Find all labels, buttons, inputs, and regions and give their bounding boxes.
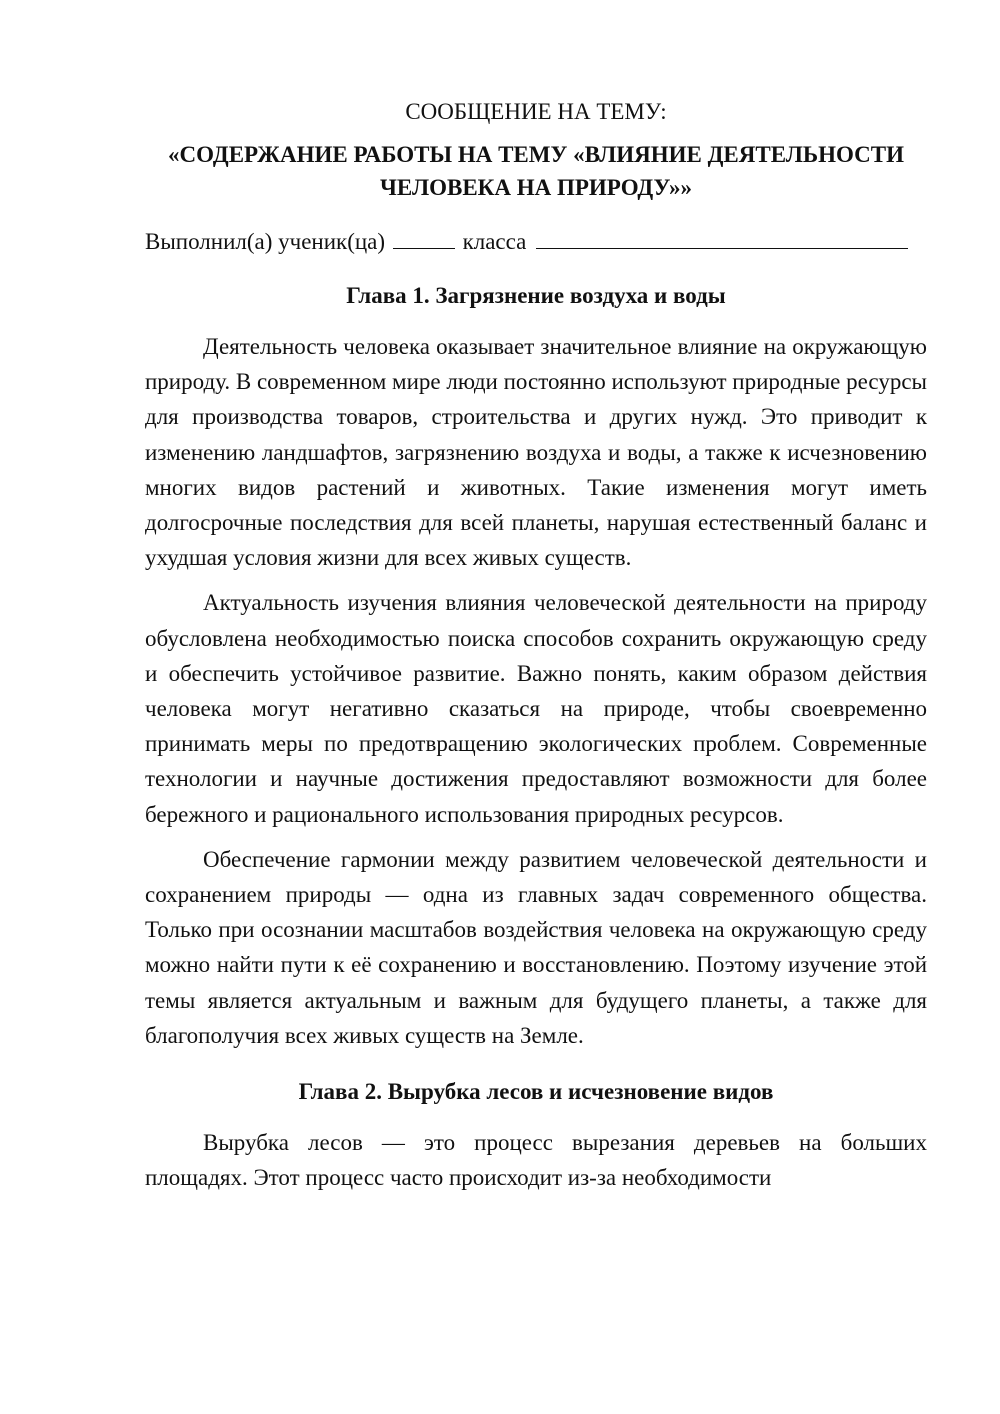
document-title-line-1: «СОДЕРЖАНИЕ РАБОТЫ НА ТЕМУ «ВЛИЯНИЕ ДЕЯТЕЛЬНОСТИ xyxy=(168,142,904,167)
chapter-2-title: Глава 2. Вырубка лесов и исчезновение видов xyxy=(298,1079,774,1105)
chapter-1-title: Глава 1. Загрязнение воздуха и воды xyxy=(346,283,726,308)
chapter-2-paragraph-1: Вырубка лесов — это процесс вырезания деревьев на больших площадях. Этот процесс часто происходит из-за необходимости xyxy=(145,1130,927,1191)
document-title-line-2: ЧЕЛОВЕКА НА ПРИРОДУ»» xyxy=(380,175,692,200)
author-label: Выполнил(а) ученик(ца) xyxy=(145,229,386,254)
chapter-1-paragraph-3: Обеспечение гармонии между развитием человеческой деятельности и сохранением природы — одна из главных задач современного общества. Только при осознании масштабов воздействия человека на окружающую среду можно найти пути к её сохранению и восстановлению. Поэтому изучение этой темы является актуальным и важным для будущего планеты, а также для благополучия всех живых существ на Земле. xyxy=(145,846,927,1048)
author-line xyxy=(145,226,927,257)
class-blank xyxy=(536,230,908,249)
chapter-1-paragraph-2: Актуальность изучения влияния человеческой деятельности на природу обусловлена необходимостью поиска способов сохранить окружающую среду и обеспечить устойчивое развитие. Важно понять, каким образом действия человека могут негативно сказаться на природе, чтобы своевременно принимать меры по предотвращению экологических проблем. Современные технологии и научные достижения предоставляют возможности для более бережного и рационального использования природных ресурсов. xyxy=(145,590,927,827)
document-page xyxy=(145,0,927,1195)
document-header: СООБЩЕНИЕ НА ТЕМУ: xyxy=(405,99,667,124)
chapter-1-paragraph-1: Деятельность человека оказывает значительное влияние на окружающую природу. В современном мире люди постоянно используют природные ресурсы для производства товаров, строительства и других нужд. Это приводит к изменению ландшафтов, загрязнению воздуха и воды, а также к исчезновению многих видов растений и животных. Такие изменения могут иметь долгосрочные последствия для всей планеты, нарушая естественный баланс и ухудшая условия жизни для всех живых существ. xyxy=(145,334,927,571)
grade-blank xyxy=(393,230,455,249)
document-title xyxy=(145,138,927,204)
class-label: класса xyxy=(462,229,527,254)
